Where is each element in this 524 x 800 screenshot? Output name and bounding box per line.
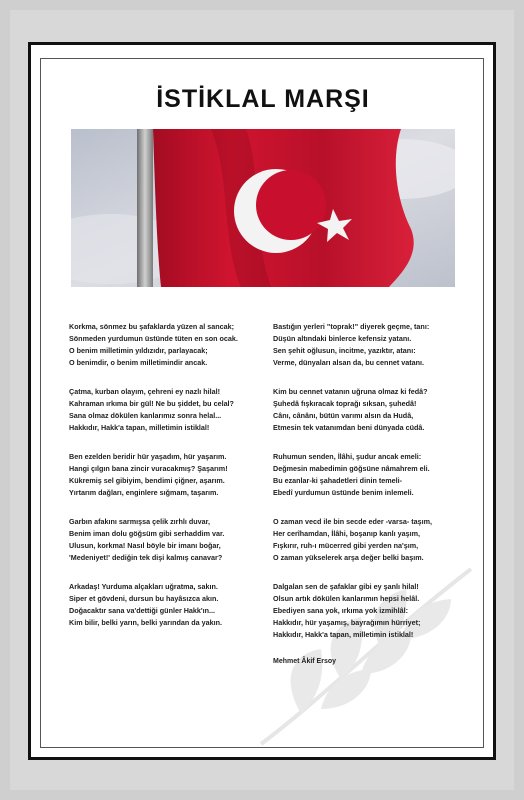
poem-line: Olsun artık dökülen kanlarımın hepsi helâl. xyxy=(273,594,420,603)
poem-line: Doğacaktır sana va'dettiği günler Hakk'ın... xyxy=(69,606,216,615)
poem-line: O benimdir, o benim milletimindir ancak. xyxy=(69,358,208,367)
poem-line: Sen şehit oğlusun, incitme, yazıktır, atanı: xyxy=(273,346,416,355)
stanza xyxy=(273,581,469,641)
poem-line: Hangi çılgın bana zincir vuracakmış? Şaşarım! xyxy=(69,464,228,473)
poem-column-right xyxy=(273,321,469,665)
poem-line: Bastığın yerleri "toprak!" diyerek geçme, tanı: xyxy=(273,322,430,331)
stanza xyxy=(273,321,469,369)
poem-line: Etmesin tek vatanımdan beni dünyada cüdâ. xyxy=(273,423,425,432)
poem-line: Benim iman dolu göğsüm gibi serhaddim var. xyxy=(69,529,225,538)
anthem-title: İSTİKLAL MARŞI xyxy=(156,85,370,113)
poem-line: Sana olmaz dökülen kanlarımız sonra helal... xyxy=(69,411,222,420)
poem-line: Yırtarım dağları, enginlere sığmam, taşarım. xyxy=(69,488,219,497)
poem-line: Ebediyen sana yok, ırkıma yok izmihlâl: xyxy=(273,606,409,615)
stanza xyxy=(69,516,265,564)
stanza xyxy=(69,581,265,629)
poem-line: Hakkıdır, Hakk'a tapan, milletimin istiklal! xyxy=(69,423,210,432)
stanza xyxy=(273,516,469,564)
poem-line: Her cerîhamdan, İlâhi, boşanıp kanlı yaşım, xyxy=(273,529,420,538)
poem-line: Çatma, kurban olayım, çehreni ey nazlı hilal! xyxy=(69,387,220,396)
poem-line: Bu ezanlar-ki şahadetleri dinin temeli- xyxy=(273,476,403,485)
poem-line: Değmesin mabedimin göğsüne nâmahrem eli. xyxy=(273,464,430,473)
poem-line: Ruhumun senden, İlâhi, şudur ancak emeli: xyxy=(273,452,422,461)
stanza xyxy=(69,386,265,434)
poem-line: Verme, dünyaları alsan da, bu cennet vatanı. xyxy=(273,358,424,367)
poem-line: Kahraman ırkıma bir gül! Ne bu şiddet, bu celal? xyxy=(69,399,234,408)
stanza xyxy=(69,321,265,369)
stanza xyxy=(273,386,469,434)
poem-line: O zaman yükselerek arşa değer belki başım. xyxy=(273,553,424,562)
poem-line: 'Medeniyet!' dediğin tek dişi kalmış canavar? xyxy=(69,553,223,562)
poem-line: Cânı, cânânı, bütün varımı alsın da Hudâ, xyxy=(273,411,414,420)
poem-line: Dalgalan sen de şafaklar gibi ey şanlı hilal! xyxy=(273,582,419,591)
poem-line: Kükremiş sel gibiyim, bendimi çiğner, aşarım. xyxy=(69,476,225,485)
poem-line: Şuhedâ fışkıracak toprağı sıksan, şuhedâ! xyxy=(273,399,417,408)
poem-line: Fışkırır, ruh-ı mücerred gibi yerden na'şım, xyxy=(273,541,419,550)
poem-line: Siper et gövdeni, dursun bu hayâsızca akın. xyxy=(69,594,219,603)
poem-line: Arkadaş! Yurduma alçakları uğratma, sakın. xyxy=(69,582,218,591)
poster-panel xyxy=(40,58,484,748)
poem-line: Garbın afakını sarmışsa çelik zırhlı duvar, xyxy=(69,517,211,526)
poem-line: Düşün altındaki binlerce kefensiz yatanı. xyxy=(273,334,412,343)
poem-line: Hakkıdır, Hakk'a tapan, milletimin istiklal! xyxy=(273,630,414,639)
poem-column-left xyxy=(69,321,265,646)
poem-line: Sönmeden yurdumun üstünde tüten en son ocak. xyxy=(69,334,238,343)
flag-photo xyxy=(71,129,455,287)
poem-line: Kim bilir, belki yarın, belki yarından da yakın. xyxy=(69,618,222,627)
turkish-flag-icon xyxy=(71,129,455,287)
stanza xyxy=(273,451,469,499)
poem-line: Ulusun, korkma! Nasıl böyle bir imanı boğar, xyxy=(69,541,221,550)
poem-line: Ben ezelden beridir hür yaşadım, hür yaşarım. xyxy=(69,452,227,461)
stanza xyxy=(69,451,265,499)
poem-line: O benim milletimin yıldızıdır, parlayacak; xyxy=(69,346,208,355)
poem-line: O zaman vecd ile bin secde eder -varsa- taşım, xyxy=(273,517,432,526)
poem-line: Kim bu cennet vatanın uğruna olmaz ki fedâ? xyxy=(273,387,428,396)
poem-line: Ebedî yurdumun üstünde benim inlemeli. xyxy=(273,488,414,497)
author-signature: Mehmet Âkif Ersoy xyxy=(273,658,337,665)
poem-line: Korkma, sönmez bu şafaklarda yüzen al sancak; xyxy=(69,322,234,331)
poem-line: Hakkıdır, hür yaşamış, bayrağımın hürriyet; xyxy=(273,618,421,627)
